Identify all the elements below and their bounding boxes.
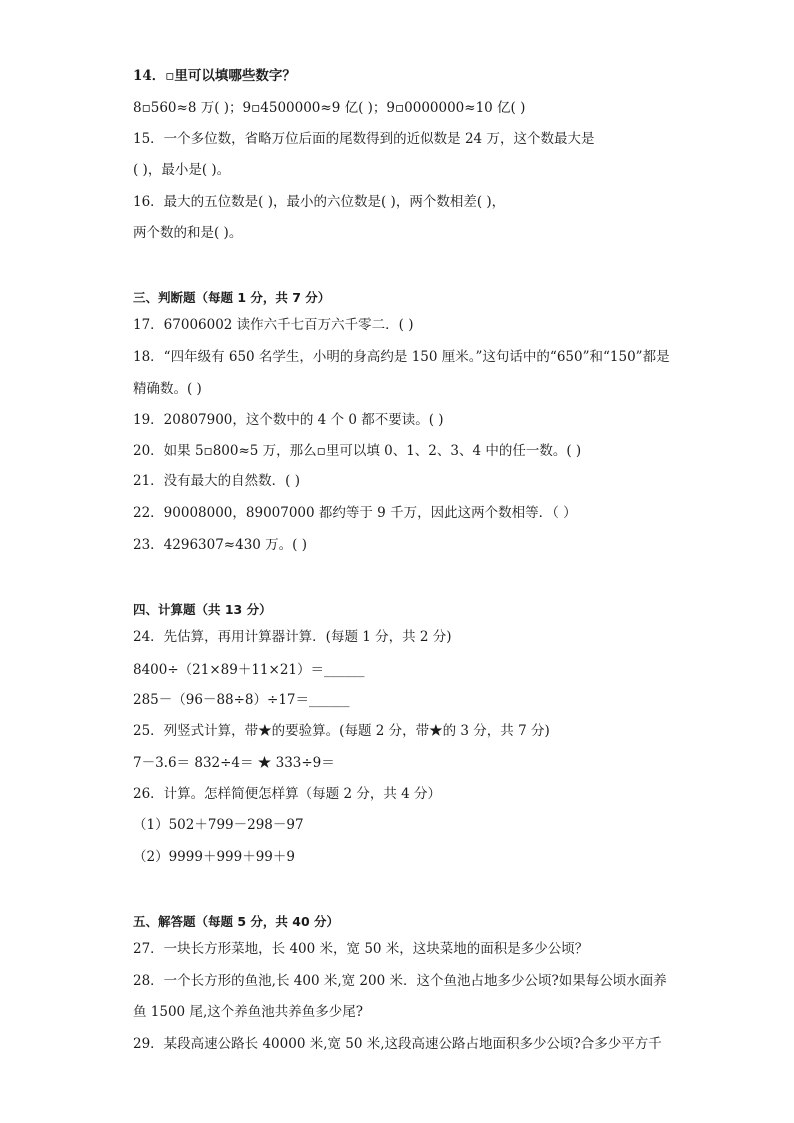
q15-line1: 15．一个多位数，省略万位后面的尾数得到的近似数是 24 万，这个数最大是	[133, 131, 595, 147]
q15-line2: ( )，最小是( )。	[133, 162, 231, 178]
q29-line1: 29．某段高速公路长 40000 米,宽 50 米,这段高速公路占地面积多少公顷?合多少平方千	[133, 1036, 662, 1052]
section-heading-calculation: 四、计算题（共 13 分）	[133, 602, 272, 617]
q26-title: 26．计算。怎样简便怎样算（每题 2 分，共 4 分）	[133, 786, 442, 802]
q26-part1: （1）502＋799－298－97	[133, 817, 304, 833]
q28-line1: 28．一个长方形的鱼池,长 400 米,宽 200 米．这个鱼池占地多少公顷?如果每公顷水面养	[133, 973, 667, 989]
q14-title: 14．▫里可以填哪些数字？	[133, 68, 296, 84]
q24-expr2: 285－（96－88÷8）÷17＝______	[133, 692, 350, 708]
q25-title: 25．列竖式计算，带★的要验算。(每题 2 分，带★的 3 分，共 7 分)	[133, 723, 550, 739]
q23: 23．4296307≈430 万。( )	[133, 537, 307, 553]
q19: 19．20807900，这个数中的 4 个 0 都不要读。( )	[133, 412, 444, 428]
section-heading-judgment: 三、判断题（每题 1 分，共 7 分）	[133, 290, 331, 305]
q20: 20．如果 5▫800≈5 万，那么▫里可以填 0、1、2、3、4 中的任一数。( )	[133, 443, 582, 459]
q26-part2: （2）9999＋999＋99＋9	[133, 849, 295, 865]
q16-line2: 两个数的和是( )。	[133, 225, 243, 241]
q17: 17．67006002 读作六千七百万六千零二．( )	[133, 317, 414, 333]
q18-line2: 精确数。( )	[133, 381, 202, 397]
q18-line1: 18．“四年级有 650 名学生，小明的身高约是 150 厘米。”这句话中的“650”和“150”都是	[133, 349, 670, 365]
section-heading-answer: 五、解答题（每题 5 分，共 40 分）	[133, 914, 340, 929]
q27: 27．一块长方形菜地，长 400 米，宽 50 米，这块菜地的面积是多少公顷？	[133, 941, 589, 957]
q25-exprs: 7－3.6＝ 832÷4＝ ★ 333÷9＝	[133, 755, 335, 771]
q21: 21．没有最大的自然数．( )	[133, 473, 301, 489]
q16-line1: 16．最大的五位数是( )，最小的六位数是( )，两个数相差( )，	[133, 194, 506, 210]
q24-expr1: 8400÷（21×89＋11×21）＝______	[133, 662, 365, 678]
q22: 22．90008000，89007000 都约等于 9 千万，因此这两个数相等．（ ）	[133, 505, 577, 521]
q24-title: 24．先估算，再用计算器计算．(每题 1 分，共 2 分)	[133, 629, 452, 645]
q14-blanks: 8▫560≈8 万( )；9▫4500000≈9 亿( )；9▫0000000≈10 亿( )	[133, 100, 526, 116]
q28-line2: 鱼 1500 尾,这个养鱼池共养鱼多少尾?	[133, 1004, 363, 1020]
